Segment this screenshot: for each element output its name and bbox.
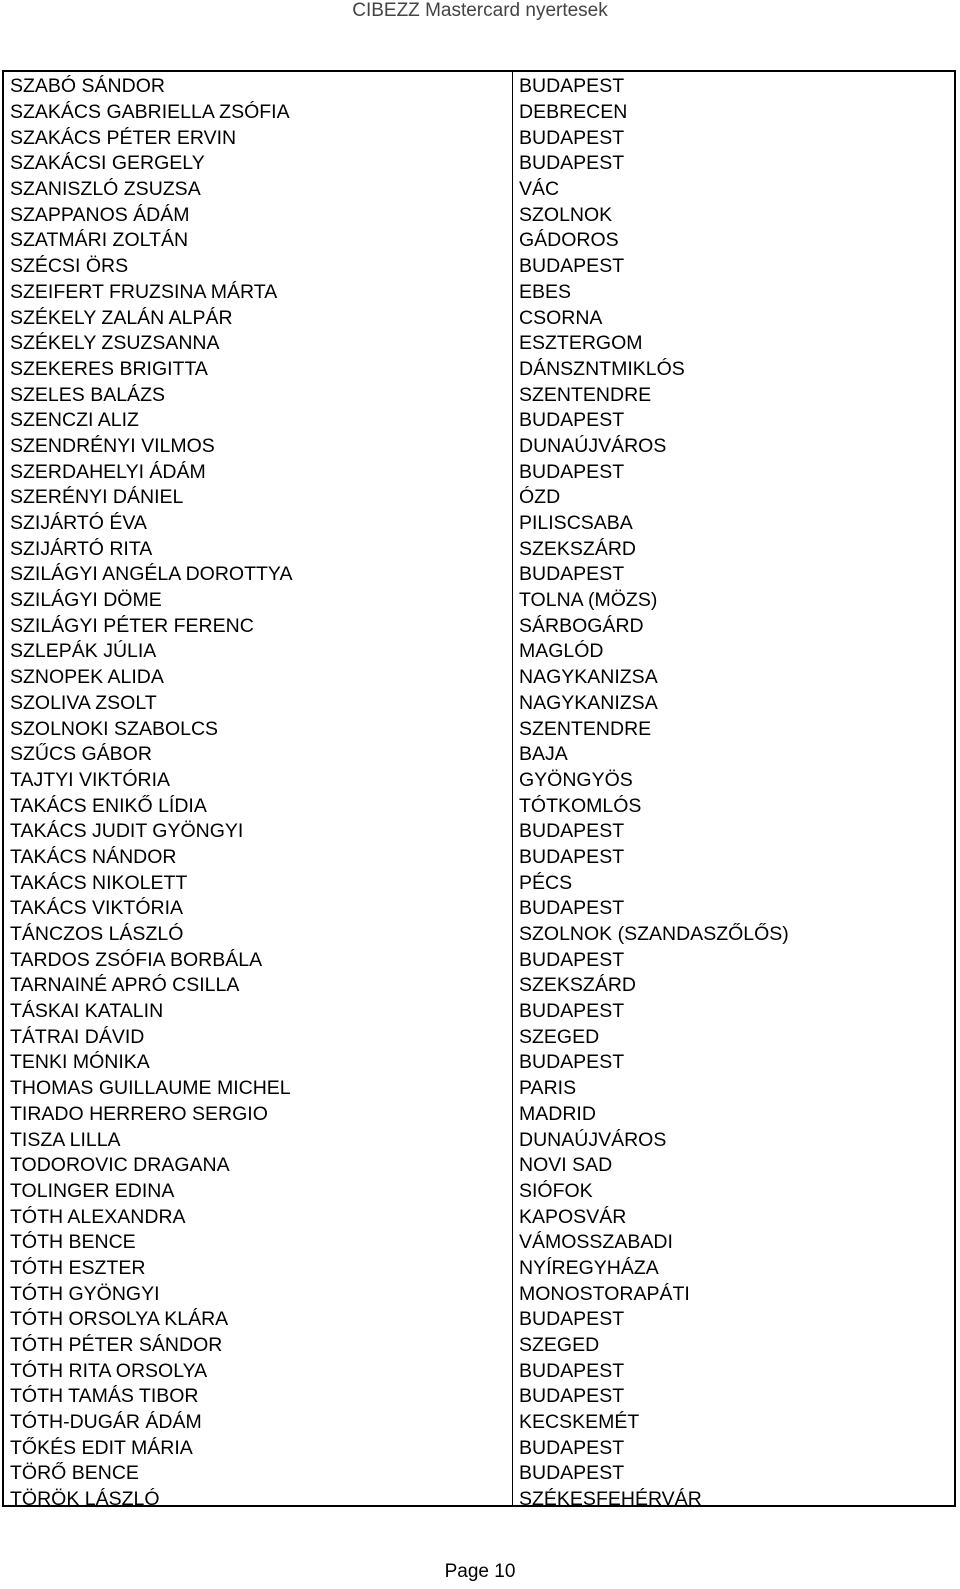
table-row xyxy=(4,1333,954,1359)
winner-city-cell: BUDAPEST xyxy=(519,409,625,432)
winner-name-cell: SZIJÁRTÓ RITA xyxy=(10,537,153,560)
table-row xyxy=(4,922,954,948)
winner-name-cell: SZOLNOKI SZABOLCS xyxy=(10,717,219,740)
winner-city-cell: VÁMOSSZABADI xyxy=(519,1231,673,1254)
winner-name-cell: TÓTH TAMÁS TIBOR xyxy=(10,1385,199,1408)
table-row xyxy=(4,1024,954,1050)
winner-city-cell: ÓZD xyxy=(519,486,561,509)
winner-name-cell: TAKÁCS VIKTÓRIA xyxy=(10,897,184,920)
winner-city-cell: DUNAÚJVÁROS xyxy=(519,1128,667,1151)
table-row xyxy=(4,100,954,126)
winner-city-cell: GYÖNGYÖS xyxy=(519,768,633,791)
table-row xyxy=(4,254,954,280)
winner-city-cell: BUDAPEST xyxy=(519,1385,625,1408)
table-row xyxy=(4,357,954,383)
table-row xyxy=(4,125,954,151)
winner-city-cell: BUDAPEST xyxy=(519,75,625,98)
winner-name-cell: TÓTH RITA ORSOLYA xyxy=(10,1359,208,1382)
table-row xyxy=(4,434,954,460)
winner-name-cell: TAKÁCS NIKOLETT xyxy=(10,871,188,894)
winner-name-cell: TÓTH GYÖNGYI xyxy=(10,1282,160,1305)
table-row xyxy=(4,536,954,562)
winner-name-cell: TŐKÉS EDIT MÁRIA xyxy=(10,1436,193,1459)
table-row xyxy=(4,1179,954,1205)
winner-city-cell: DEBRECEN xyxy=(519,101,628,124)
winner-city-cell: BUDAPEST xyxy=(519,126,625,149)
table-row xyxy=(4,1076,954,1102)
winner-name-cell: SZŰCS GÁBOR xyxy=(10,743,152,766)
winner-name-cell: TODOROVIC DRAGANA xyxy=(10,1154,230,1177)
winner-name-cell: SZÉKELY ZSUZSANNA xyxy=(10,332,220,355)
table-row xyxy=(4,1102,954,1128)
winner-city-cell: BUDAPEST xyxy=(519,897,625,920)
winner-name-cell: TÁSKAI KATALIN xyxy=(10,1000,164,1023)
winner-city-cell: SZEKSZÁRD xyxy=(519,537,637,560)
winner-name-cell: SZAKÁCSI GERGELY xyxy=(10,152,205,175)
winner-name-cell: TÓTH ALEXANDRA xyxy=(10,1205,186,1228)
table-row xyxy=(4,1384,954,1410)
table-row xyxy=(4,999,954,1025)
table-row xyxy=(4,896,954,922)
winner-city-cell: BUDAPEST xyxy=(519,1462,625,1485)
winner-name-cell: SZABÓ SÁNDOR xyxy=(10,75,165,98)
table-row xyxy=(4,1358,954,1384)
winner-city-cell: EBES xyxy=(519,280,572,303)
table-row xyxy=(4,408,954,434)
winner-name-cell: TÓTH PÉTER SÁNDOR xyxy=(10,1334,223,1357)
table-row xyxy=(4,562,954,588)
winner-city-cell: KECSKEMÉT xyxy=(519,1411,640,1434)
winner-name-cell: SZATMÁRI ZOLTÁN xyxy=(10,229,189,252)
table-row xyxy=(4,1307,954,1333)
table-row xyxy=(4,742,954,768)
winner-name-cell: SZLEPÁK JÚLIA xyxy=(10,640,157,663)
winner-city-cell: VÁC xyxy=(519,178,560,201)
winner-city-cell: NYÍREGYHÁZA xyxy=(519,1256,659,1279)
winner-city-cell: BUDAPEST xyxy=(519,460,625,483)
winner-city-cell: SZOLNOK (SZANDASZŐLŐS) xyxy=(519,923,789,946)
winner-name-cell: TAJTYI VIKTÓRIA xyxy=(10,768,170,791)
table-row xyxy=(4,1230,954,1256)
winner-name-cell: SZANISZLÓ ZSUZSA xyxy=(10,178,201,201)
winner-name-cell: SZERDAHELYI ÁDÁM xyxy=(10,460,206,483)
table-row xyxy=(4,793,954,819)
table-row xyxy=(4,1435,954,1461)
table-row xyxy=(4,665,954,691)
winner-name-cell: SZAPPANOS ÁDÁM xyxy=(10,203,190,226)
winner-city-cell: MADRID xyxy=(519,1102,596,1125)
table-row xyxy=(4,331,954,357)
table-row xyxy=(4,485,954,511)
winner-city-cell: BUDAPEST xyxy=(519,255,625,278)
winner-name-cell: SZAKÁCS PÉTER ERVIN xyxy=(10,126,237,149)
winner-name-cell: TÓTH-DUGÁR ÁDÁM xyxy=(10,1411,202,1434)
table-row xyxy=(4,177,954,203)
winner-city-cell: PARIS xyxy=(519,1077,577,1100)
winner-city-cell: BUDAPEST xyxy=(519,845,625,868)
winner-name-cell: TÓTH ORSOLYA KLÁRA xyxy=(10,1308,229,1331)
winner-name-cell: SZÉCSI ÖRS xyxy=(10,255,129,278)
winner-name-cell: SZELES BALÁZS xyxy=(10,383,165,406)
table-row xyxy=(4,1410,954,1436)
winner-city-cell: TÓTKOMLÓS xyxy=(519,794,642,817)
table-row xyxy=(4,1127,954,1153)
table-row xyxy=(4,382,954,408)
table-row xyxy=(4,1461,954,1487)
winner-city-cell: BUDAPEST xyxy=(519,948,625,971)
winner-city-cell: BUDAPEST xyxy=(519,1359,625,1382)
table-row xyxy=(4,202,954,228)
winner-name-cell: TAKÁCS NÁNDOR xyxy=(10,845,177,868)
table-row xyxy=(4,870,954,896)
winner-city-cell: NOVI SAD xyxy=(519,1154,613,1177)
table-row xyxy=(4,305,954,331)
winner-name-cell: SZÉKELY ZALÁN ALPÁR xyxy=(10,306,233,329)
winner-name-cell: TÓTH BENCE xyxy=(10,1231,136,1254)
winner-city-cell: BUDAPEST xyxy=(519,820,625,843)
winner-name-cell: TOLINGER EDINA xyxy=(10,1179,175,1202)
winner-city-cell: DUNAÚJVÁROS xyxy=(519,434,667,457)
winner-city-cell: NAGYKANIZSA xyxy=(519,691,658,714)
winner-city-cell: SZÉKESFEHÉRVÁR xyxy=(519,1488,702,1511)
table-row xyxy=(4,1487,954,1513)
winner-city-cell: SÁRBOGÁRD xyxy=(519,614,644,637)
page-title: CIBEZZ Mastercard nyertesek xyxy=(352,0,608,21)
winner-name-cell: TÁNCZOS LÁSZLÓ xyxy=(10,923,184,946)
table-row xyxy=(4,973,954,999)
winner-city-cell: DÁNSZNTMIKLÓS xyxy=(519,357,685,380)
winner-city-cell: BUDAPEST xyxy=(519,563,625,586)
winner-city-cell: BUDAPEST xyxy=(519,1000,625,1023)
table-row xyxy=(4,947,954,973)
table-row xyxy=(4,151,954,177)
table-row xyxy=(4,1153,954,1179)
winner-city-cell: BUDAPEST xyxy=(519,152,625,175)
table-row xyxy=(4,1050,954,1076)
winners-table xyxy=(2,70,956,1511)
winner-name-cell: TAKÁCS ENIKŐ LÍDIA xyxy=(10,794,207,817)
winner-name-cell: SZAKÁCS GABRIELLA ZSÓFIA xyxy=(10,101,290,124)
winner-city-cell: NAGYKANIZSA xyxy=(519,666,658,689)
winner-name-cell: TARNAINÉ APRÓ CSILLA xyxy=(10,974,240,997)
winner-city-cell: TOLNA (MÖZS) xyxy=(519,589,658,612)
winner-city-cell: SZENTENDRE xyxy=(519,717,652,740)
table-row xyxy=(4,691,954,717)
winner-name-cell: SZENDRÉNYI VILMOS xyxy=(10,434,215,457)
table-body xyxy=(4,72,954,1513)
table-row xyxy=(4,280,954,306)
table-row xyxy=(4,768,954,794)
winner-name-cell: THOMAS GUILLAUME MICHEL xyxy=(10,1077,291,1100)
winner-name-cell: TISZA LILLA xyxy=(10,1128,121,1151)
winner-city-cell: BUDAPEST xyxy=(519,1436,625,1459)
winner-name-cell: SZILÁGYI DÖME xyxy=(10,589,162,612)
winner-city-cell: KAPOSVÁR xyxy=(519,1205,627,1228)
winner-name-cell: TARDOS ZSÓFIA BORBÁLA xyxy=(10,948,263,971)
table-row xyxy=(4,511,954,537)
winner-name-cell: SZIJÁRTÓ ÉVA xyxy=(10,512,147,535)
table-row xyxy=(4,819,954,845)
winner-city-cell: GÁDOROS xyxy=(519,229,619,252)
winner-name-cell: SZEKERES BRIGITTA xyxy=(10,357,208,380)
winner-name-cell: SZERÉNYI DÁNIEL xyxy=(10,486,184,509)
winner-name-cell: SZNOPEK ALIDA xyxy=(10,666,164,689)
winner-name-cell: TENKI MÓNIKA xyxy=(10,1051,150,1074)
page-number: Page 10 xyxy=(444,1561,516,1582)
winner-name-cell: SZENCZI ALIZ xyxy=(10,409,139,432)
table-row xyxy=(4,613,954,639)
winner-city-cell: PÉCS xyxy=(519,871,573,894)
winner-city-cell: BUDAPEST xyxy=(519,1308,625,1331)
table-row xyxy=(4,588,954,614)
table-row xyxy=(4,1256,954,1282)
winner-city-cell: PILISCSABA xyxy=(519,512,633,535)
winner-name-cell: TIRADO HERRERO SERGIO xyxy=(10,1102,268,1125)
winner-city-cell: BUDAPEST xyxy=(519,1051,625,1074)
winner-city-cell: SZOLNOK xyxy=(519,203,613,226)
winner-name-cell: SZILÁGYI ANGÉLA DOROTTYA xyxy=(10,563,293,586)
winner-city-cell: SZEGED xyxy=(519,1025,600,1048)
winner-name-cell: TÁTRAI DÁVID xyxy=(10,1025,145,1048)
table-row xyxy=(4,1281,954,1307)
winner-name-cell: SZOLIVA ZSOLT xyxy=(10,691,157,714)
winner-name-cell: TÖRŐ BENCE xyxy=(10,1462,139,1485)
winner-city-cell: SIÓFOK xyxy=(519,1179,593,1202)
table-row xyxy=(4,74,954,100)
table-row xyxy=(4,639,954,665)
winner-city-cell: SZEGED xyxy=(519,1334,600,1357)
winner-city-cell: CSORNA xyxy=(519,306,603,329)
table-row xyxy=(4,1204,954,1230)
winner-city-cell: MONOSTORAPÁTI xyxy=(519,1282,690,1305)
winner-city-cell: BAJA xyxy=(519,743,568,766)
winner-city-cell: SZENTENDRE xyxy=(519,383,652,406)
winner-city-cell: MAGLÓD xyxy=(519,640,604,663)
table-row xyxy=(4,845,954,871)
winner-name-cell: SZEIFERT FRUZSINA MÁRTA xyxy=(10,280,278,303)
table-row xyxy=(4,459,954,485)
winner-name-cell: TÖRÖK LÁSZLÓ xyxy=(10,1488,160,1511)
winner-name-cell: TAKÁCS JUDIT GYÖNGYI xyxy=(10,820,244,843)
winner-city-cell: ESZTERGOM xyxy=(519,332,643,355)
winner-name-cell: TÓTH ESZTER xyxy=(10,1256,146,1279)
winner-name-cell: SZILÁGYI PÉTER FERENC xyxy=(10,614,254,637)
table-row xyxy=(4,228,954,254)
winner-city-cell: SZEKSZÁRD xyxy=(519,974,637,997)
table-row xyxy=(4,716,954,742)
